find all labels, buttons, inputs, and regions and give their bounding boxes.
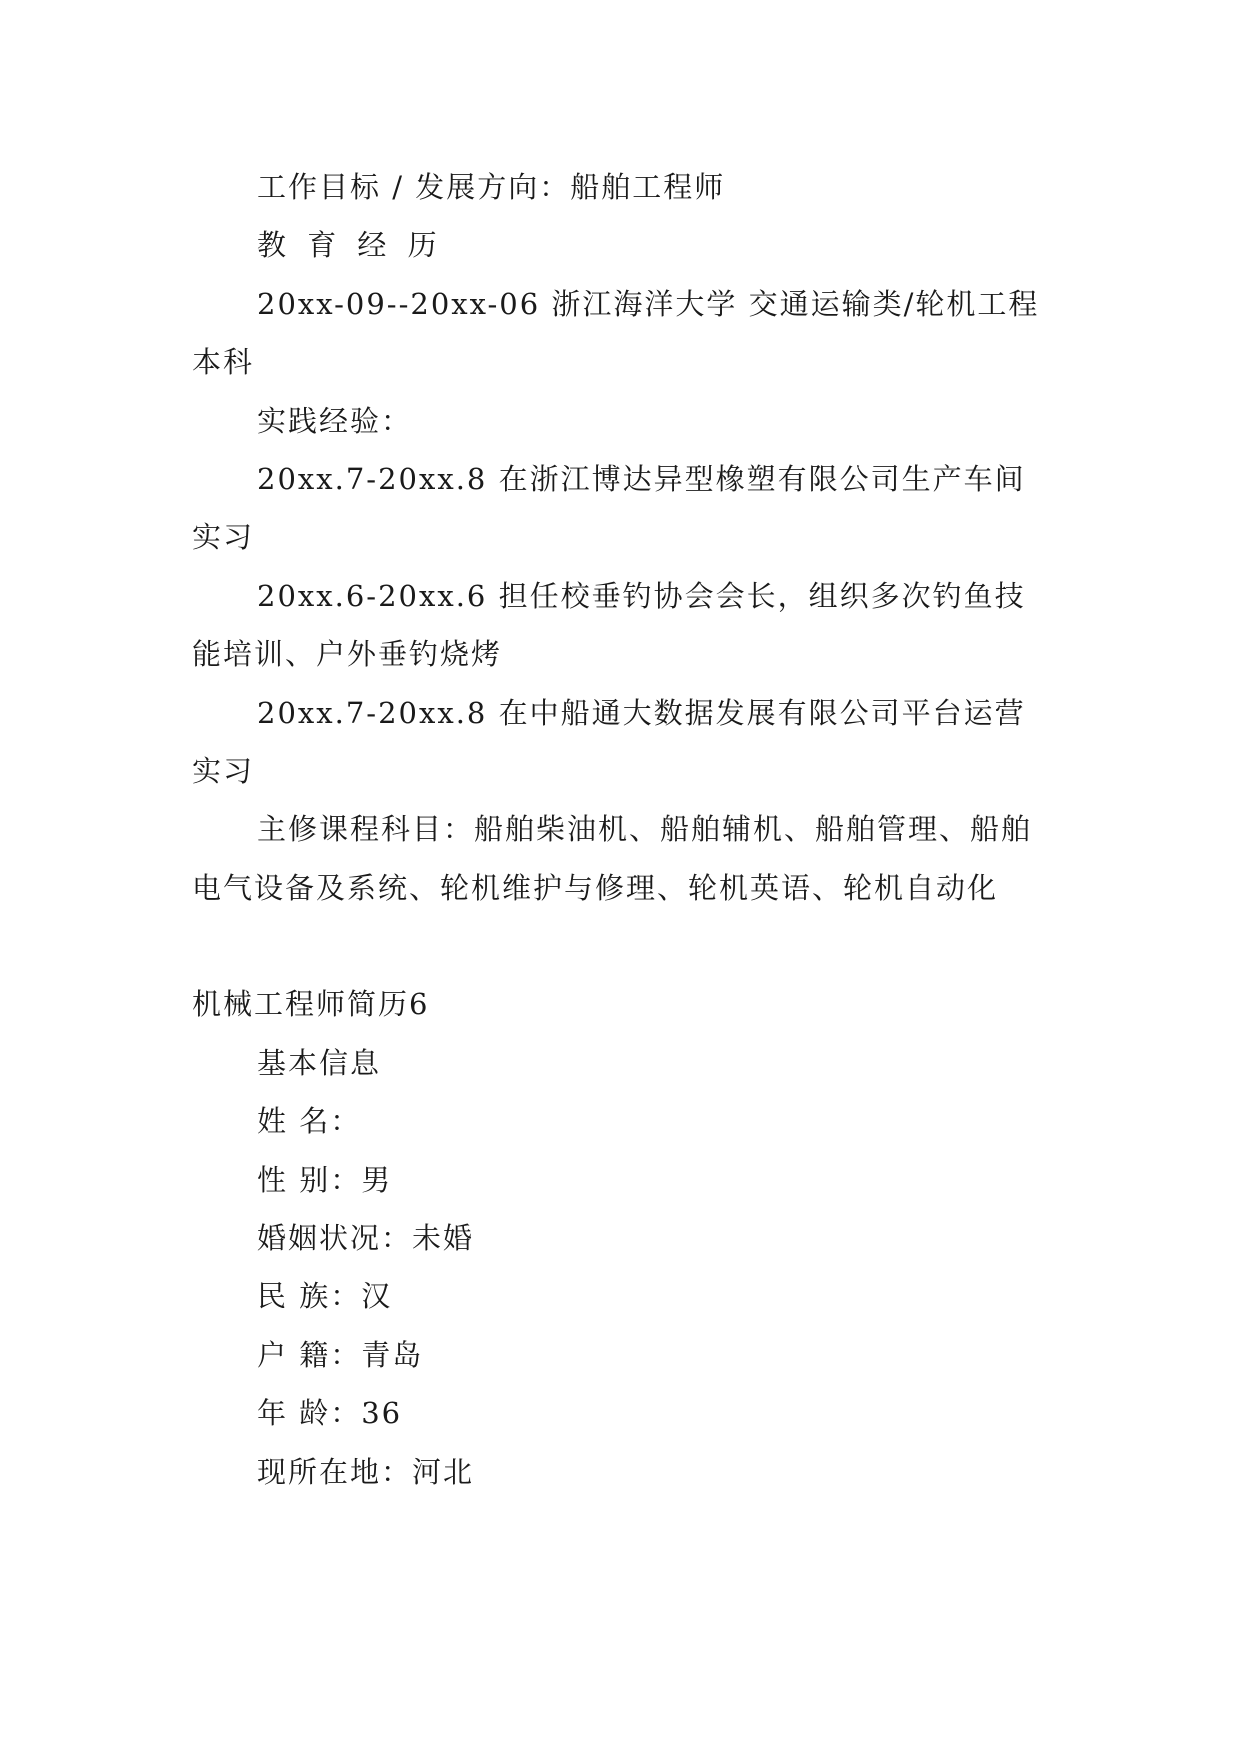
- field-household-registration: 户 籍：青岛: [257, 1337, 424, 1372]
- practice-item: 20xx.6-20xx.6 担任校垂钓协会会长，组织多次钓鱼技能培训、户外垂钓烧烤: [192, 578, 1026, 672]
- section-gap: [192, 917, 1052, 975]
- resume-title: 机械工程师简历6: [192, 987, 430, 1022]
- field-gender: 性 别：男: [257, 1162, 393, 1197]
- education-heading: 教 育 经 历: [257, 228, 443, 263]
- document-body: [192, 158, 1052, 1501]
- practice-item: 20xx.7-20xx.8 在浙江博达异型橡塑有限公司生产车间实习: [192, 462, 1026, 555]
- courses: 主修课程科目：船舶柴油机、船舶辅机、船舶管理、船舶电气设备及系统、轮机维护与修理、轮机英语、轮机自动化: [192, 812, 1033, 905]
- field-name: 姓 名：: [257, 1104, 362, 1139]
- education-entry: 20xx-09--20xx-06 浙江海洋大学 交通运输类/轮机工程 本科: [192, 286, 1040, 380]
- job-goal: 工作目标 / 发展方向：船舶工程师: [257, 170, 726, 204]
- field-current-location: 现所在地：河北: [257, 1454, 475, 1489]
- practice-item: 20xx.7-20xx.8 在中船通大数据发展有限公司平台运营实习: [192, 695, 1026, 789]
- basic-info-heading: 基本信息: [257, 1045, 382, 1080]
- field-ethnicity: 民 族：汉: [257, 1279, 393, 1314]
- field-marital-status: 婚姻状况：未婚: [257, 1220, 475, 1255]
- practice-heading: 实践经验：: [257, 403, 413, 438]
- field-age: 年 龄：36: [257, 1396, 403, 1431]
